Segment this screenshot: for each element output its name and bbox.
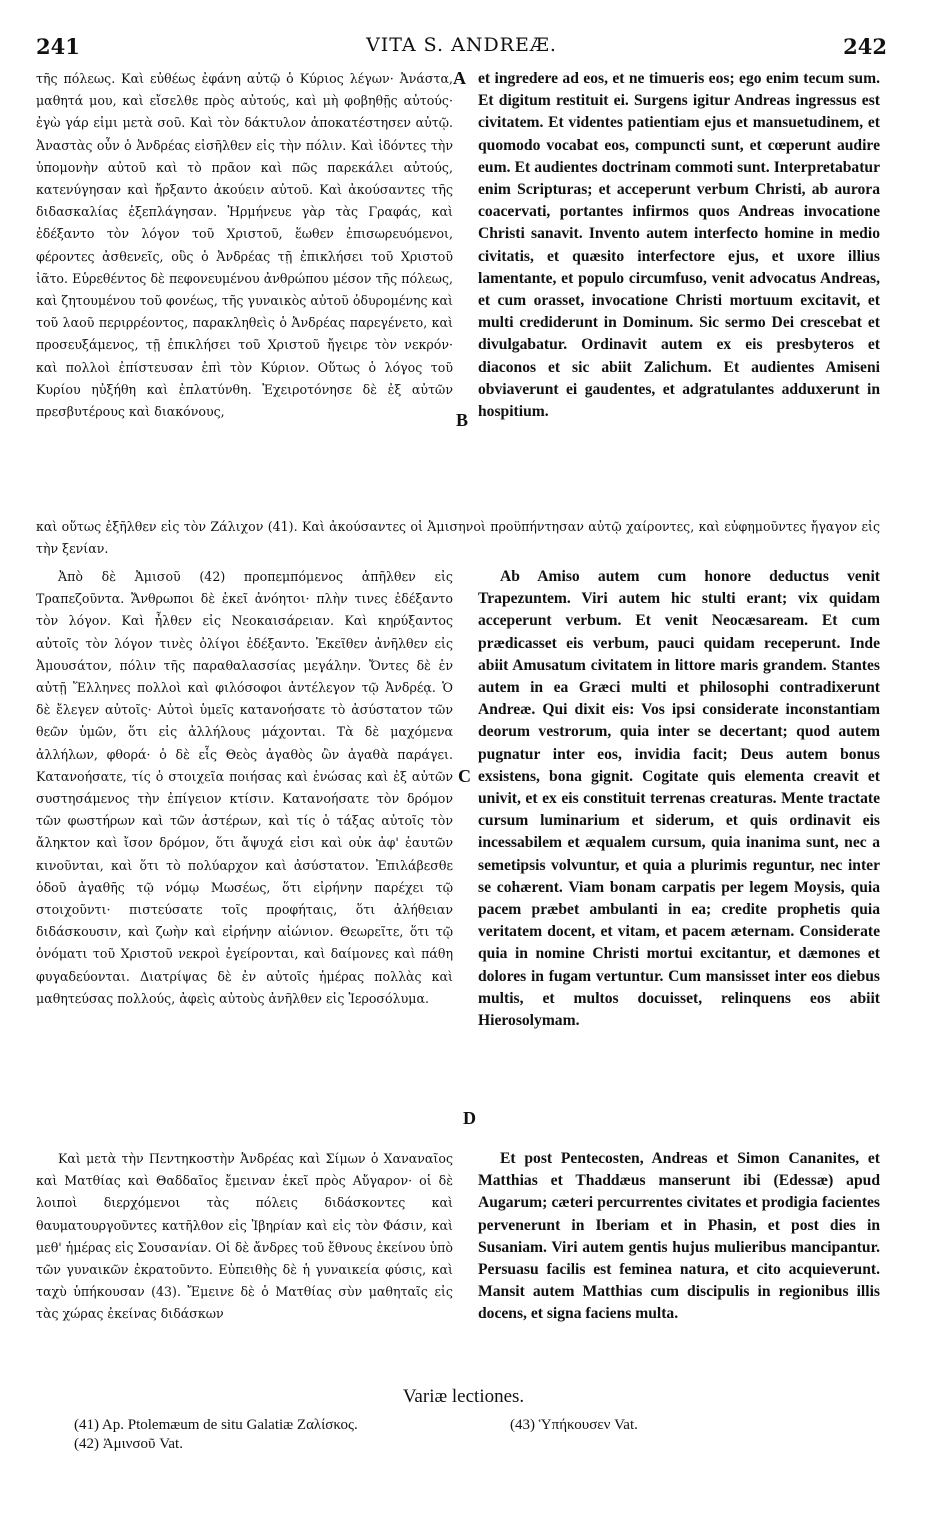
greek-paragraph: τῆς πόλεως. Καὶ εὐθέως ἐφάνη αὐτῷ ὁ Κύριος λέγων· Ἀνάστα, μαθητά μου, καὶ εἴσελθε πρὸς αὐτούς, καὶ μὴ φοβηθῇς αὐτούς· ἐγὼ γάρ εἰμι μετὰ σοῦ. Καὶ τὸν δάκτυλον ἀποκατέστησεν αὐτῷ. Ἀναστὰς οὖν ὁ Ἀνδρέας εἰσῆλθεν εἰς τὴν πόλιν. Καὶ ἰδόντες τὴν ὑπομονὴν αὐτοῦ καὶ τὸ πρᾶον καὶ πῶς παρεκάλει αὐτούς, κατενύγησαν καὶ ἤρξαντο ἀκούειν αὐτοῦ. Καὶ ἀκούσαντες τῆς διδασκαλίας ἐξεπλάγησαν. Ἡρμήνευε γὰρ τὰς Γραφάς, καὶ ἐδέξαντο τὸν λόγον τοῦ Χριστοῦ, ἕωθεν ἐπισωρευόμενοι, φέροντες ἀσθενεῖς, οὓς ὁ Ἀνδρέας τῇ ἐπικλήσει τοῦ Χριστοῦ ἰᾶτο. Εὑρεθέντος δὲ πεφονευμένου ἀνθρώπου μέσον τῆς πόλεως, καὶ ζητουμένου τοῦ φονέως, τῆς γυναικὸς αὐτοῦ ὀδυρομένης καὶ τοῦ λαοῦ περιρρέοντος, παρακληθεὶς ὁ Ἀνδρέας παρεγένετο, καὶ προσευξάμενος, τῇ ἐπικλήσει τοῦ Χριστοῦ ἤγειρε τὸν νεκρόν· καὶ πολλοὶ ἐπίστευσαν ἐπὶ τὸν Κύριον. Οὕτως ὁ λόγος τοῦ Κυρίου ηὐξήθη καὶ ἐπλατύνθη. Ἐχειροτόνησε δὲ ἐξ αὐτῶν πρεσβυτέρους καὶ διακόνους,: [36, 71, 453, 420]
full-width-greek-line: [36, 516, 880, 560]
latin-paragraph: et ingredere ad eos, et ne timueris eos; ego enim tecum sum. Et digitum restituit ei. Surgens igitur Andreas ingressus est civitatem. Et videntes patientiam ejus et mansuetudinem, et quomodo vocabat eos, compuncti sunt, et cœperunt audire eum. Et audientes doctrinam commoti sunt. Interpretabatur enim Scripturas; et acceperunt verbum Christi, ab aurora coacervati, portantes infirmos quos Andreas invocatione Christi sanavit. Invento autem interfecto homine in medio civitatis, et quæsito interfectore ejus, et uxore illius lamentante, et populo circumfuso, venit advocatus Andreas, et cum orasset, invocatione Christi mortuum excitavit, et multi crediderunt in Dominum. Sic sermo Dei crescebat et divulgabatur. Ordinavit autem ex eis presbyteros et diaconos et sic abiit Zalichum. Et audientes Amiseni obviaverunt ei gaudentes, et adgratulantes adduxerunt in hospitium.: [478, 70, 880, 421]
margin-marker-c: C: [458, 766, 471, 786]
greek-column-section2: [36, 566, 453, 1144]
latin-column-section1: [478, 68, 880, 518]
margin-marker-a: A: [453, 68, 466, 88]
page-number-left: 241: [36, 34, 80, 59]
latin-paragraph: Ab Amiso autem cum honore deductus venit Trapezuntem. Viri autem hic stulti erant; vix quidam acceperunt verbum. Et venit Neocæsaream. Et cum prædicasset eis verbum, pauci quidam receperunt. Inde abiit Amusatum civitatem in littore maris grandem. Stantes autem in ea Græci multi et philosophi contradixerunt Andreæ. Qui dixit eis: Vos ipsi considerate inconstantiam deorum vestrorum, quia inter se decertant; quod autem pugnatur inter eos, invidia facit; Deus autem bonus exsistens, bona gignit. Cogitate quis elementa creavit et univit, et ex eis constituit terrenas creaturas. Mente tractate cursum luminarium et siderum, et quis ordinavit eis incessabilem et æqualem cursum, quia inanima sunt, nec a semetipsis volvuntur, et quia a plurimis reguntur, nec inter se cohærent. Viam bonam carpatis per legem Moysis, quia pacem præbet ambulanti in ea; credite prophetis quia veritatem docent, et vitam, et pacem æternam. Considerate quia in nomine Christi mortui excitantur, et dæmones et dolores in fugam vertuntur. Cum mansisset inter eos diebus multis, et multos docuisset, relinquens eos abiit Hierosolymam.: [478, 568, 880, 1030]
greek-column-section1: [36, 68, 453, 518]
footnotes-right: [510, 1416, 880, 1435]
footnote-42: (42) Ἀμινσοῦ Vat.: [74, 1436, 183, 1452]
variae-lectiones-heading: Variæ lectiones.: [402, 1386, 525, 1407]
latin-column-section2: [478, 566, 880, 1144]
greek-column-section3: [36, 1148, 453, 1358]
footnotes-left: [74, 1416, 474, 1454]
page-number-right: 242: [843, 34, 887, 59]
page-header: [36, 34, 887, 62]
margin-marker-d: D: [463, 1108, 476, 1128]
latin-column-section3: [478, 1148, 880, 1358]
greek-paragraph: Καὶ μετὰ τὴν Πεντηκοστὴν Ἀνδρέας καὶ Σίμων ὁ Χαναναῖος καὶ Ματθίας καὶ Θαδδαῖος ἔμειναν ἐκεῖ πρὸς Αὔγαρον· οἱ δὲ λοιποὶ διερχόμενοι τὰς πόλεις διδάσκοντες καὶ θαυματουργοῦντες κατῆλθον εἰς Ἰβηρίαν καὶ εἰς τὸν Φάσιν, καὶ μεθ' ἡμέρας εἰς Σουσανίαν. Οἱ δὲ ἄνδρες τοῦ ἔθνους ἐκείνου ὑπὸ τῶν γυναικῶν ἐκρατοῦντο. Εὐπειθὴς δὲ ἡ γυναικεία φύσις, καὶ ταχὺ ὑπήκουσαν (43). Ἔμεινε δὲ ὁ Ματθίας σὺν μαθηταῖς εἰς τὰς χώρας ἐκείνας διδάσκων: [36, 1151, 453, 1322]
greek-paragraph: καὶ οὕτως ἐξῆλθεν εἰς τὸν Ζάλιχον (41). Καὶ ἀκούσαντες οἱ Ἀμισηνοὶ προϋπήντησαν αὐτῷ χαίροντες, καὶ εὐφημοῦντες ἤγαγον εἰς τὴν ξενίαν.: [36, 519, 880, 557]
footnote-43: (43) Ὑπήκουσεν Vat.: [510, 1417, 638, 1433]
latin-paragraph: Et post Pentecosten, Andreas et Simon Cananites, et Matthias et Thaddæus manserunt ibi (Edessæ) apud Augarum; cæteri percurrentes civitates et prodigia facientes pervenerunt in Iberiam et in Phasin, et post dies in Susaniam. Viri autem gentis hujus mulieribus mancipantur. Persuasu facilis est feminea natura, et cito acquieverunt. Mansit autem Matthias cum discipulis in regionibus illis docens, et signa faciens multa.: [478, 1150, 880, 1323]
margin-marker-b: B: [456, 410, 469, 430]
footnote-41: (41) Ap. Ptolemæum de situ Galatiæ Ζαλίσκος.: [74, 1417, 358, 1433]
greek-paragraph: Ἀπὸ δὲ Ἀμισοῦ (42) προπεμπόμενος ἀπῆλθεν εἰς Τραπεζοῦντα. Ἄνθρωποι δὲ ἐκεῖ ἀνόητοι· πλὴν τινες ἐδέξαντο τὸν λόγον. Καὶ ἦλθεν εἰς Νεοκαισάρειαν. Καὶ κηρύξαντος αὐτοῖς τὸν λόγον τινὲς ὀλίγοι ἐδέξαντο. Ἐκεῖθεν ἀνῆλθεν εἰς Ἀμουσάτον, πόλιν τῆς παραθαλασσίας μεγάλην. Ὄντες δὲ ἐν αὐτῇ Ἕλληνες πολλοὶ καὶ φιλόσοφοι ἀντέλεγον τῷ Ἀνδρέᾳ. Ὁ δὲ ἔλεγεν αὐτοῖς· Αὐτοὶ ὑμεῖς κατανοήσατε τὸ ἀσύστατον τῶν θεῶν ὑμῶν, ὅτι εἰς ἀλλήλους μάχονται. Τὰ δὲ μαχόμενα ἀλλήλων, φθορά· ὁ δὲ εἷς Θεὸς ἀγαθὸς ὢν ἀγαθὰ παράγει. Κατανοήσατε, τίς ὁ στοιχεῖα ποιήσας καὶ ἑνώσας καὶ ἐξ αὐτῶν συστησάμενος τὴν ἐπίγειον κτίσιν. Κατανοήσατε τὸν δρόμον τῶν φωστήρων καὶ τῶν ἀστέρων, καὶ τίς ὁ τάξας αὐτοῖς τὸν ἄληκτον καὶ ἴσον δρόμον, ὅτι ἄψυχά εἰσι καὶ οὐκ ἀφ' ἑαυτῶν κινοῦνται, καὶ ὅτι τὸ πολύαρχον καὶ ἀσύστατον. Ἐπιλάβεσθε ὁδοῦ ἀγαθῆς τῷ νόμῳ Μωσέως, ὅτι εἰρήνην παρέχει τῷ στοιχοῦντι· πιστεύσατε τοῖς προφήταις, ὅτι ἀλήθειαν διδάσκουσιν, καὶ ζωὴν καὶ εἰρήνην αἰώνιον. Θεωρεῖτε, ὅτι τῷ ὀνόματι τοῦ Χριστοῦ νεκροὶ ἐγείρονται, καὶ δαίμονες καὶ πάθη φυγαδεύονται. Διατρίψας δὲ ἐν αὐτοῖς ἡμέρας πολλὰς καὶ μαθητεύσας πολλούς, ἀφεὶς αὐτοὺς ἀνῆλθεν εἰς Ἱεροσόλυμα.: [36, 569, 453, 1006]
running-title: VITA S. ANDREÆ.: [366, 34, 557, 56]
